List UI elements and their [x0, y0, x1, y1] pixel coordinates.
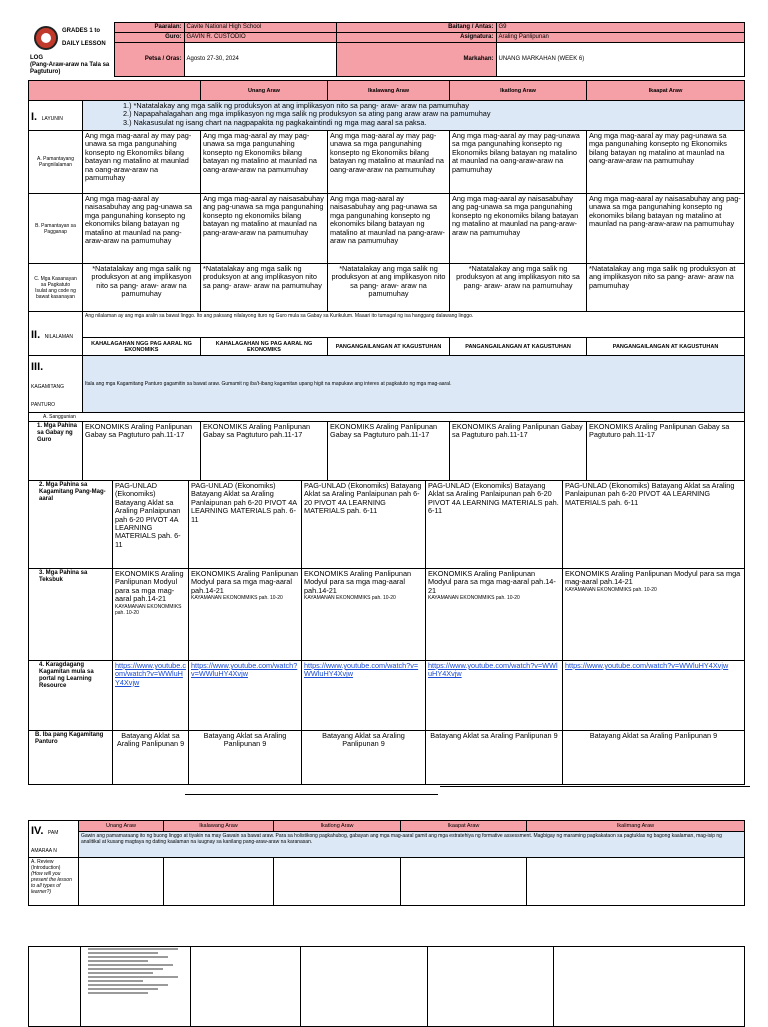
youtube-link[interactable]: https://www.youtube.com/watch?v=WWluHY4Xvjw	[304, 661, 419, 679]
kagamitan-row	[29, 356, 745, 413]
row-c-sublabel: Isulat ang code ng bawat kasanayan	[35, 287, 76, 300]
day-header-row	[29, 81, 745, 101]
log-label: LOG	[30, 55, 43, 61]
cell: Batayang Aklat sa Araling Panlipunan 9	[302, 731, 426, 785]
cell: PAG-UNLAD (Ekonomiks) Batayang Aklat sa Araling Panlaipunan pah 6-20 PIVOT 4A LEARNING MATERIALS pah. 6-11	[302, 481, 426, 569]
kagamitan-note: Itala ang mga Kagamitang Panturo gagamitin sa bawat araw. Gumamit ng iba't-ibang kagamitan upang higit na mapukaw ang interes at pagkatuto ng mga mag-aaral.	[83, 356, 745, 413]
nilalaman-topics-row	[29, 338, 745, 356]
cell: Ang mga mag-aaral ay naisasabuhay ang pag-unawa sa mga pangunahing konsepto ng ekonomiks bilang batayan ng matalino at maunlad na pang-araw-araw na pamumuhay	[450, 194, 587, 264]
asignatura-label: Asignatura:	[336, 33, 496, 43]
cell	[189, 661, 302, 731]
nilalaman-row	[29, 312, 745, 338]
review-sub: (How will you present the lesson to all types of learner?)	[31, 871, 72, 895]
cell: PAG-UNLAD (Ekonomiks) Batayang Aklat sa Araling Panlaipunan pah 6-20 PIVOT 4A LEARNING MATERIALS pah. 6-11	[563, 481, 745, 569]
page-divider	[440, 786, 750, 787]
cell-text: EKONOMIKS Araling Panlipunan Modyul para sa mga mag-aaral pah.14-21	[565, 569, 741, 587]
cell: *Natatalakay ang mga salik ng produksyon at ang implikasyon nito sa pang- araw- araw na pamumuhay	[328, 264, 450, 312]
objective-item: 3.) Nakasusulat ng isang chart na nagpapakita ng pagkakaintindi ng mga mag aaral sa paksa.	[123, 117, 427, 127]
objective-item: 1.) *Natatalakay ang mga salik ng produksyon at ang implikasyon nito sa pang- araw- araw na pamumuhay	[123, 101, 469, 110]
cell-subnote: KAYAMANAN EKONOMMIKS pah. 10-20	[304, 595, 396, 602]
cell: Batayang Aklat sa Araling Panlipunan 9	[563, 731, 745, 785]
cell	[164, 858, 274, 906]
day-header: Ikatlong Araw	[274, 821, 401, 832]
row-a-label: A. Pamantayang Pangnilalaman	[29, 131, 83, 194]
layunin-objectives	[83, 101, 745, 131]
cell: *Natatalakay ang mga salik ng produksyon at ang implikasyon nito sa pang- araw- araw na pamumuhay	[450, 264, 587, 312]
lesson-table-2	[28, 480, 745, 785]
sanggunian-row	[29, 413, 745, 422]
cell: Ang mga mag-aaral ay may pag-unawa sa mga pangunahing konsepto ng Ekonomiks bilang batayan ng matalino at maunlad na oang-araw-araw na pamumuhay	[201, 131, 328, 194]
row-c-label: C. Mga Kasanayan sa Pagkatuto	[34, 275, 77, 288]
pamamaraan-note: Gawin ang pamamaraang ito ng buong linggo at tiyakin na may Gawain sa bawat araw. Para sa holistikong pagkahubog, gabayan ang mga mag-aaral gamit ang mga estratehiya ng formative assessment. Magbigay ng maraming pagkakataon sa pagtuklas ng bagong kaalaman, mag-isip ng analitikal at kusang magtaya ng dating kaalaman na iuugnay sa kanilang pang-araw-araw na karanasan.	[79, 832, 745, 858]
baitang-value: G9	[496, 23, 744, 33]
cell: Batayang Aklat sa Araling Panlipunan 9	[426, 731, 563, 785]
cell: Ang mga mag-aaral ay may pag-unawa sa mga pangunahing konsepto ng Ekonomiks bilang batayan ng matalino at maunlad na oang-araw-araw na pamumuhay	[587, 131, 745, 194]
cell	[302, 569, 426, 661]
row-2-label: 2. Mga Pahina sa Kagamitang Pang-Mag-aaral	[29, 481, 113, 569]
cell: EKONOMIKS Araling Panlipunan Gabay sa Pagtuturo pah.11-17	[587, 422, 745, 481]
cell-text: EKONOMIKS Araling Panlipunan Modyul para sa mga mag-aaral pah.14-21	[304, 569, 412, 595]
layunin-row	[29, 101, 745, 131]
log-title	[30, 55, 112, 76]
youtube-link[interactable]: https://www.youtube.com/watch?v=WWluHY4Xvjw	[565, 661, 729, 670]
cell	[527, 858, 745, 906]
day-header: Ikaapat Araw	[587, 81, 745, 101]
cell: Ang mga mag-aaral ay naisasabuhay ang pag-unawa sa mga pangunahing konsepto ng ekonomiks bilang batayan ng matalino at maunlad na pang-araw-araw na pamumuhay	[328, 194, 450, 264]
kagamitan-roman: III.	[31, 361, 44, 373]
cell	[554, 947, 745, 1027]
row-b5-label: B. Iba pang Kagamitang Panturo	[29, 731, 113, 785]
topic-cell: KAHALAGAHAN NG PAG AARAL NG EKONOMIKS	[201, 338, 328, 356]
cell: Ang mga mag-aaral ay naisasabuhay ang pag-unawa sa mga pangunahing konsepto ng ekonomiks bilang batayan ng matalino at maunlad na pang-araw-araw na pamumuhay	[83, 194, 201, 264]
kagamitang-pang-mag-aaral-row	[29, 481, 745, 569]
cell: EKONOMIKS Araling Panlipunan Gabay sa Pagtuturo pah.11-17	[201, 422, 328, 481]
page-divider	[185, 794, 438, 795]
cell: Ang mga mag-aaral ay may pag-unawa sa mga pangunahing konsepto ng Ekonomiks bilang batayan ng matalino at maunlad na oang-araw-araw na pamumuhay	[450, 131, 587, 194]
cell	[563, 661, 745, 731]
cell	[191, 947, 301, 1027]
paaralan-value: Cavite National High School	[184, 23, 336, 33]
cell	[29, 947, 81, 1027]
cell	[401, 858, 527, 906]
petsa-label: Petsa / Oras:	[114, 43, 184, 77]
pamantayan-sa-pagganap-row	[29, 194, 745, 264]
topic-cell: PANGANGAILANGAN AT KAGUSTUHAN	[587, 338, 745, 356]
pamamaraan-note-row	[29, 832, 745, 858]
embedded-document-thumbnail	[88, 946, 188, 1022]
nilalaman-label: NILALAMAN	[44, 333, 73, 340]
layunin-label: LAYUNIN	[41, 115, 63, 122]
cell	[428, 947, 554, 1027]
asignatura-value: Araling Panlipunan	[496, 33, 744, 43]
cell	[113, 569, 189, 661]
gabay-ng-guro-row	[29, 422, 745, 481]
kagamitan-label-cell	[29, 356, 83, 413]
learning-resource-row	[29, 661, 745, 731]
cell: Ang mga mag-aaral ay naisasabuhay ang pag-unawa sa mga pangunahing konsepto ng ekonomiks bilang batayan ng matalino at maunlad na pang-araw-araw na pamumuhay	[587, 194, 745, 264]
day-header: Unang Araw	[201, 81, 328, 101]
day-header: Ikalawang Araw	[328, 81, 450, 101]
daily-lesson-label: DAILY LESSON	[62, 40, 106, 47]
nilalaman-label-cell	[29, 312, 83, 356]
cell-subnote: KAYAMANAN EKONOMMIKS pah. 10-20	[191, 595, 283, 602]
cell	[79, 858, 164, 906]
youtube-link[interactable]: https://www.youtube.com/watch?v=WWluHY4Xvjw	[191, 661, 298, 679]
nilalaman-note: Ang nilalaman ay ang mga aralin sa bawat linggo. Ito ang paksang nilalayong ituro ng Guro mula sa Gabay sa Kurikulum. Maaari ito tumagal ng isa hanggang dalawang linggo.	[83, 312, 745, 338]
corner-cell	[29, 81, 201, 101]
cell: Ang mga mag-aaral ay may pag-unawa sa mga pangunahing konsepto ng Ekonomiks bilang batayan ng matalino at maunlad na oang-araw-araw na pamumuhay	[83, 131, 201, 194]
day-header: Unang Araw	[79, 821, 164, 832]
topic-cell: PANGANGAILANGAN AT KAGUSTUHAN	[328, 338, 450, 356]
cell: PAG-UNLAD (Ekonomiks) Batayang Aklat sa Araling Panlaipunan pah 6-20 PIVOT 4A LEARNING MATERIALS pah. 6-11	[189, 481, 302, 569]
cell-text: EKONOMIKS Araling Panlipunan Modyul para sa mga mag-aaral pah.14-21	[115, 569, 184, 604]
petsa-value: Agosto 27-30, 2024	[184, 43, 336, 77]
cell: PAG-UNLAD (Ekonomiks) Batayang Aklat sa Araling Panlaipunan pah 6-20 PIVOT 4A LEARNING MATERIALS pah. 6-11	[426, 481, 563, 569]
cell: Batayang Aklat sa Araling Panlipunan 9	[113, 731, 189, 785]
pamamaraan-roman: IV.	[31, 825, 44, 837]
cell	[302, 661, 426, 731]
guro-value: GAVIN R. CUSTODIO	[184, 33, 336, 43]
kagamitan-label: KAGAMITANG PANTURO	[31, 384, 64, 408]
markahan-value: UNANG MARKAHAN (WEEK 6)	[496, 43, 744, 77]
topic-cell: PANGANGAILANGAN AT KAGUSTUHAN	[450, 338, 587, 356]
cell: EKONOMIKS Araling Panlipunan Gabay sa Pagtuturo pah.11-17	[450, 422, 587, 481]
review-row	[29, 858, 745, 906]
pamamaraan-header-row	[29, 821, 745, 832]
topic-cell: KAHALAGAHAN NGG PAG AARAL NG EKONOMIKS	[83, 338, 201, 356]
layunin-roman: I.	[31, 110, 38, 123]
cell	[274, 858, 401, 906]
review-label-cell	[29, 858, 79, 906]
row-4-label: 4. Karagdagang Kagamitan mula sa portal ng Learning Resource	[29, 661, 113, 731]
pamamaraan-label-cell	[29, 821, 79, 858]
cell	[563, 569, 745, 661]
objective-item: 2.) Napapahalagahan ang mga implikasyon ng mga salik ng produksyon sa ating pang araw araw na pamumuhay	[123, 109, 491, 119]
cell	[426, 569, 563, 661]
cell-text: EKONOMIKS Araling Panlipunan Modyul para sa mga mag-aaral pah.14-21	[191, 569, 299, 595]
lesson-table-3	[28, 820, 745, 906]
day-header: Ikatlong Araw	[450, 81, 587, 101]
teksbuk-row	[29, 569, 745, 661]
kasanayan-row	[29, 264, 745, 312]
row-3-label: 3. Mga Pahina sa Teksbuk	[29, 569, 113, 661]
header-table	[28, 22, 745, 77]
cell: *Natatalakay ang mga salik ng produksyon at ang implikasyon nito sa pang- araw- araw na pamumuhay	[201, 264, 328, 312]
cell	[426, 661, 563, 731]
cell	[113, 661, 189, 731]
cell-subnote: KAYAMANAN EKONOMMIKS pah. 10-20	[565, 586, 657, 593]
lesson-table-1	[28, 80, 745, 481]
markahan-label: Markahan:	[336, 43, 496, 77]
cell	[301, 947, 428, 1027]
day-header: Ikalawang Araw	[164, 821, 274, 832]
paaralan-label: Paaralan:	[114, 23, 184, 33]
youtube-link[interactable]: https://www.youtube.com/watch?v=WWluHY4Xvjw	[428, 661, 558, 679]
cell	[189, 569, 302, 661]
sanggunian-label: A. Sanggunian	[29, 413, 745, 422]
day-header: Ikalimang Araw	[527, 821, 745, 832]
cell: Ang mga mag-aaral ay naisasabuhay ang pag-unawa sa mga pangunahing konsepto ng ekonomiks bilang batayan ng matalino at maunlad na pang-araw-araw na pamumuhay	[201, 194, 328, 264]
cell: *Natatalakay ang mga salik ng produksyon at ang implikasyon nito sa pang- araw- araw na pamumuhay	[587, 264, 745, 312]
cell: PAG-UNLAD (Ekonomiks) Batayang Aklat sa Araling Panlaipunan pah 6-20 PIVOT 4A LEARNING MATERIALS pah. 6-11	[113, 481, 189, 569]
cell-text: EKONOMIKS Araling Panlipunan Modyul para sa mga mag-aaral pah.14-21	[428, 569, 556, 595]
review-label: A. Review (Introduction)	[31, 859, 61, 871]
row-1-label: 1. Mga Pahina sa Gabay ng Guro	[29, 422, 83, 481]
cell: *Natatalakay ang mga salik ng produksyon at ang implikasyon nito sa pang- araw- araw na pamumuhay	[83, 264, 201, 312]
guro-label: Guro:	[114, 33, 184, 43]
grades-label: GRADES 1 to	[62, 27, 101, 34]
cell-subnote: KAYAMANAN EKONOMMIKS pah. 10-20	[115, 603, 182, 616]
pamamaraan-label: PAM AMARAA N	[31, 830, 59, 854]
cell: EKONOMIKS Araling Panlipunan Gabay sa Pagtuturo pah.11-17	[328, 422, 450, 481]
cell: EKONOMIKS Araling Panlipunan Gabay sa Pagtuturo pah.11-17	[83, 422, 201, 481]
pamantayang-pangnilalaman-row	[29, 131, 745, 194]
row-c-label-cell	[29, 264, 83, 312]
layunin-label-cell	[29, 101, 83, 131]
cell: Ang mga mag-aaral ay may pag-unawa sa mga pangunahing konsepto ng Ekonomiks bilang batayan ng matalino at maunlad na oang-araw-araw na pamumuhay	[328, 131, 450, 194]
cell-subnote: KAYAMANAN EKONOMMIKS pah. 10-20	[428, 595, 520, 602]
row-b-label: B. Pamantayan sa Pagganap	[29, 194, 83, 264]
day-header: Ikaapat Araw	[401, 821, 527, 832]
baitang-label: Baitang / Antas:	[336, 23, 496, 33]
nilalaman-roman: II.	[31, 328, 41, 341]
log-sub: (Pang-Araw-araw na Tala sa Pagtuturo)	[30, 62, 110, 75]
youtube-link[interactable]: https://www.youtube.com/watch?v=WWluHY4Xvjw	[115, 661, 186, 687]
iba-pang-kagamitan-row	[29, 731, 745, 785]
cell: Batayang Aklat sa Araling Panlipunan 9	[189, 731, 302, 785]
